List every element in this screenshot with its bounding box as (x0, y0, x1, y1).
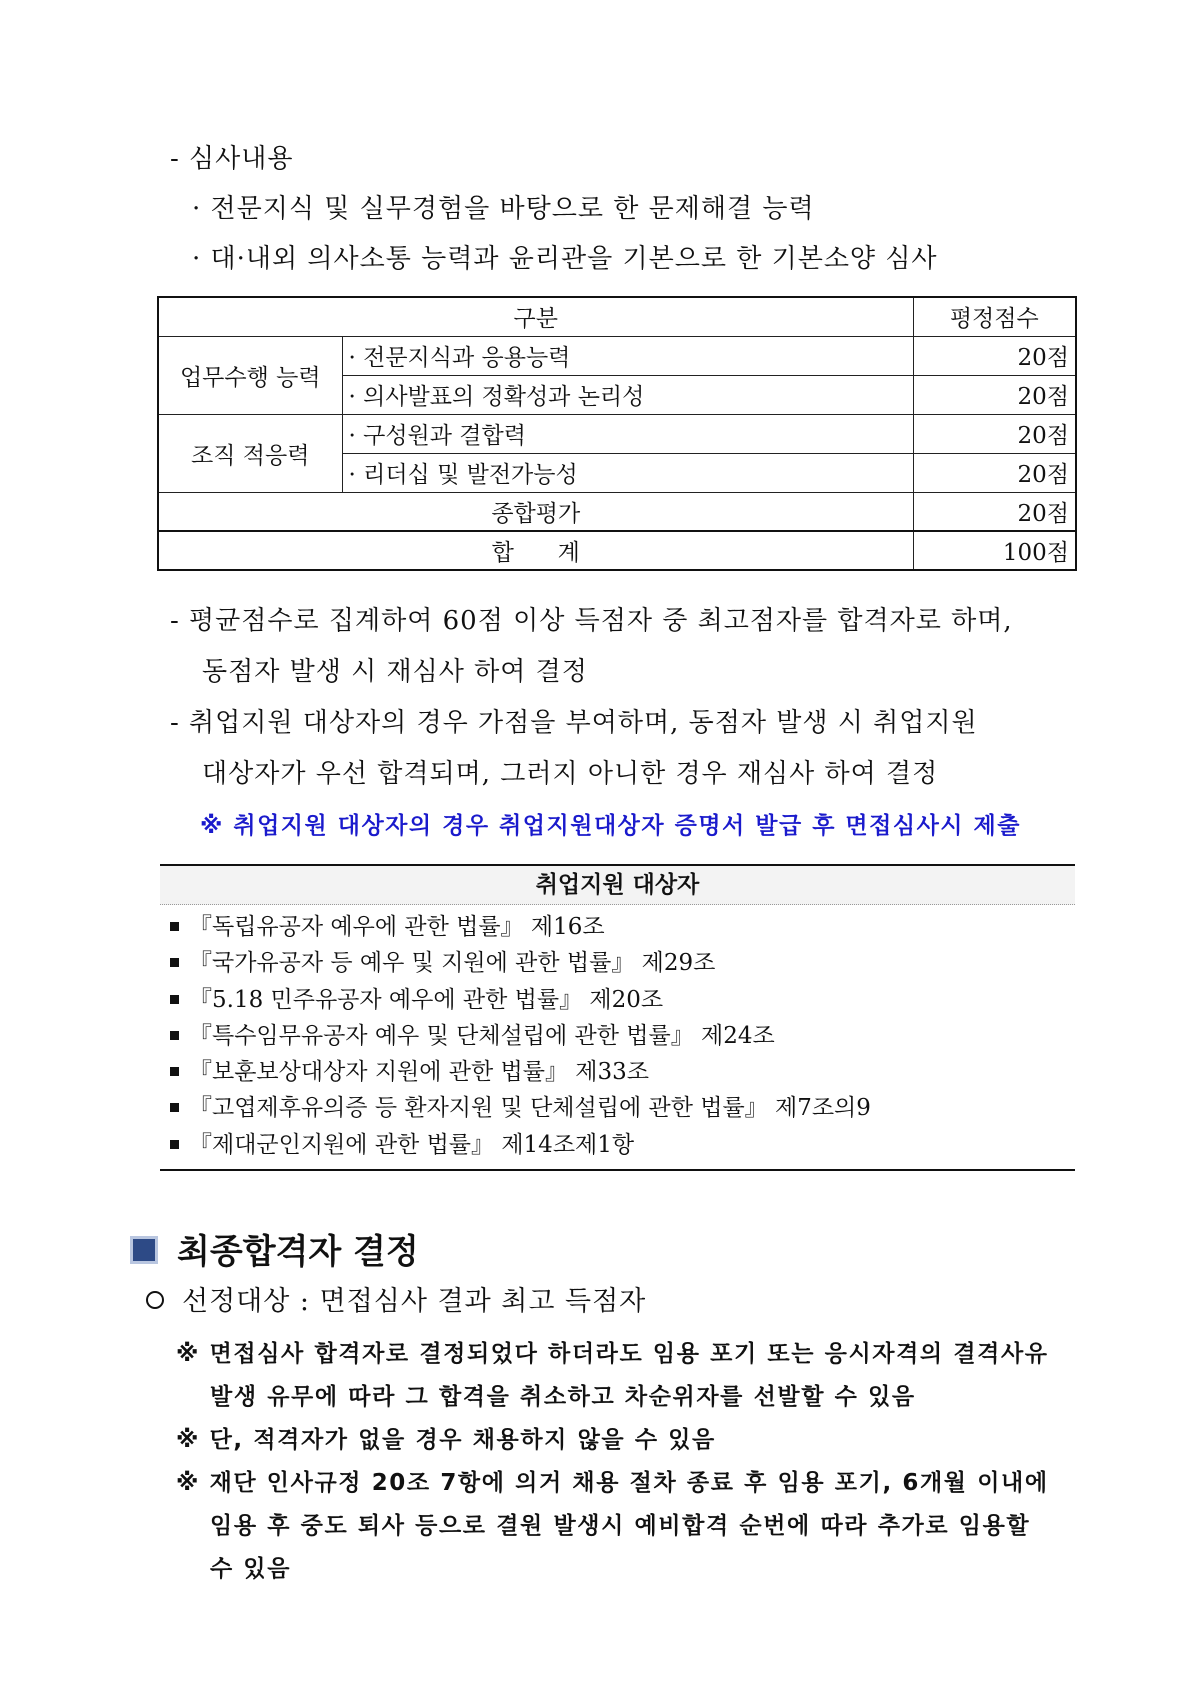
overall-label: 종합평가 (158, 492, 913, 531)
final-note: ※ 면접심사 합격자로 결정되었다 하더라도 임용 포기 또는 응시자격의 결격사유 (176, 1341, 1049, 1367)
item-score: 20점 (913, 375, 1076, 414)
item-label: · 구성원과 결합력 (342, 414, 913, 453)
list-item (168, 1127, 1075, 1163)
group-name: 업무수행 능력 (158, 336, 342, 414)
law-text: 『5.18 민주유공자 예우에 관한 법률』 제20조 (189, 986, 664, 1013)
law-text: 『특수임무유공자 예우 및 단체설립에 관한 법률』 제24조 (189, 1022, 775, 1049)
support-box (160, 864, 1075, 1171)
law-list (160, 905, 1075, 1169)
item-label: · 리더십 및 발전가능성 (342, 453, 913, 492)
rule-line: 대상자가 우선 합격되며, 그러지 아니한 경우 재심사 하여 결정 (202, 759, 939, 789)
header-category: 구분 (158, 297, 913, 336)
law-text: 『고엽제후유의증 등 환자지원 및 단체설립에 관한 법률』 제7조의9 (189, 1095, 871, 1122)
total-label: 합 계 (158, 531, 913, 570)
law-text: 『독립유공자 예우에 관한 법률』 제16조 (189, 914, 605, 940)
review-heading: - 심사내용 (170, 144, 294, 174)
final-note: ※ 단, 적격자가 없을 경우 채용하지 않을 수 있음 (176, 1427, 716, 1453)
law-text: 『보훈보상대상자 지원에 관한 법률』 제33조 (189, 1059, 649, 1086)
table-row (158, 492, 1076, 531)
list-item (168, 945, 1075, 981)
list-item (168, 1054, 1075, 1090)
bullet-square-icon (170, 1140, 179, 1149)
bullet-square-icon (170, 1067, 179, 1076)
law-text: 『국가유공자 등 예우 및 지원에 관한 법률』 제29조 (189, 950, 716, 977)
list-item (168, 982, 1075, 1018)
score-table (157, 296, 1077, 571)
list-item (168, 1090, 1075, 1126)
header-score: 평정점수 (913, 297, 1076, 336)
total-row (158, 531, 1076, 570)
section-title: 최종합격자 결정 (177, 1232, 419, 1272)
bullet-square-icon (170, 1103, 179, 1112)
final-target (146, 1279, 646, 1318)
list-item (168, 909, 1075, 945)
bullet-square-icon (170, 922, 179, 931)
law-text: 『제대군인지원에 관한 법률』 제14조제1항 (189, 1131, 635, 1158)
rule-line: - 평균점수로 집계하여 60점 이상 득점자 중 최고점자를 합격자로 하며, (170, 606, 1013, 636)
group-name: 조직 적응력 (158, 414, 342, 492)
final-note: 수 있음 (210, 1556, 292, 1582)
section-square-icon (130, 1236, 158, 1264)
blue-note: ※ 취업지원 대상자의 경우 취업지원대상자 증명서 발급 후 면접심사시 제출 (200, 813, 1021, 839)
table-row (158, 336, 1076, 375)
final-note: ※ 재단 인사규정 20조 7항에 의거 채용 절차 종료 후 임용 포기, 6개월 이내에 (176, 1470, 1049, 1496)
final-target-text: 선정대상 : 면접심사 결과 최고 득점자 (182, 1286, 647, 1317)
bullet-square-icon (170, 1031, 179, 1040)
item-score: 20점 (913, 453, 1076, 492)
final-note: 발생 유무에 따라 그 합격을 취소하고 차순위자를 선발할 수 있음 (210, 1384, 916, 1410)
bullet-square-icon (170, 995, 179, 1004)
table-row (158, 414, 1076, 453)
table-header-row (158, 297, 1076, 336)
review-point: · 전문지식 및 실무경험을 바탕으로 한 문제해결 능력 (192, 194, 815, 224)
overall-score: 20점 (913, 492, 1076, 531)
item-label: · 의사발표의 정확성과 논리성 (342, 375, 913, 414)
list-item (168, 1018, 1075, 1054)
total-score: 100점 (913, 531, 1076, 570)
support-title: 취업지원 대상자 (160, 866, 1075, 905)
bullet-square-icon (170, 958, 179, 967)
final-note: 임용 후 중도 퇴사 등으로 결원 발생시 예비합격 순번에 따라 추가로 임용할 (210, 1513, 1031, 1539)
circle-bullet-icon (146, 1291, 164, 1309)
review-point: · 대·내외 의사소통 능력과 윤리관을 기본으로 한 기본소양 심사 (192, 244, 938, 274)
rule-line: - 취업지원 대상자의 경우 가점을 부여하며, 동점자 발생 시 취업지원 (170, 708, 978, 738)
rule-line: 동점자 발생 시 재심사 하여 결정 (202, 657, 588, 687)
item-label: · 전문지식과 응용능력 (342, 336, 913, 375)
item-score: 20점 (913, 336, 1076, 375)
item-score: 20점 (913, 414, 1076, 453)
